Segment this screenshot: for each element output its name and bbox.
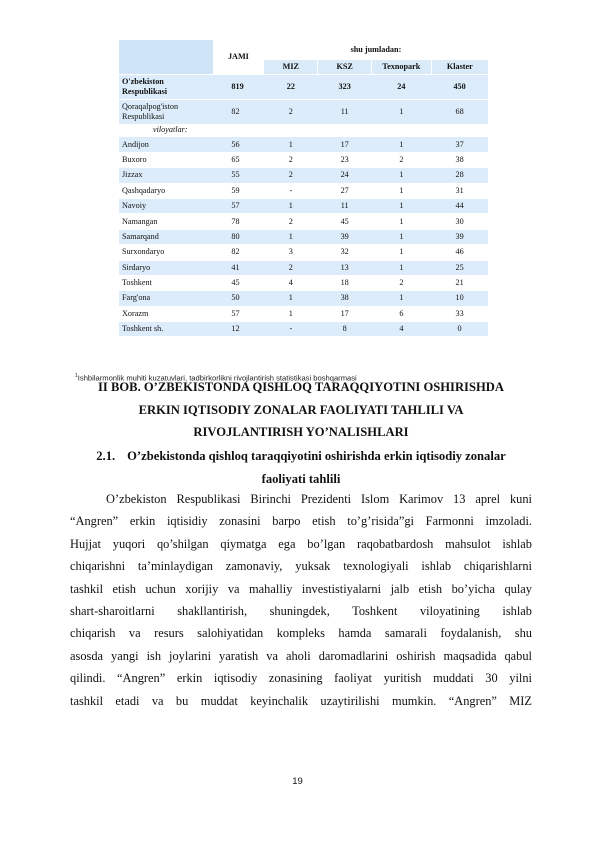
cell-klaster: 25	[431, 260, 488, 275]
cell-jami: 819	[213, 75, 263, 100]
region-name: Sirdaryo	[119, 260, 213, 275]
cell-ksz: 23	[318, 152, 372, 167]
table-row	[119, 275, 488, 290]
table-row	[119, 152, 488, 167]
cell-tex: 1	[372, 260, 432, 275]
table-row	[119, 137, 488, 152]
region-name: Andijon	[119, 137, 213, 152]
region-name: Navoiy	[119, 198, 213, 213]
cell-klaster: 33	[431, 306, 488, 321]
cell-ksz: 39	[318, 229, 372, 244]
cell-miz: 1	[264, 229, 318, 244]
cell-klaster: 38	[431, 152, 488, 167]
region-name: Namangan	[119, 214, 213, 229]
cell-ksz: 11	[318, 100, 372, 125]
region-name: Buxoro	[119, 152, 213, 167]
cell-miz: -	[264, 322, 318, 337]
cell-ksz: 38	[318, 291, 372, 306]
cell-miz: 1	[264, 291, 318, 306]
paragraph-line: tashkil etish uchun xorijiy va mahalliy investistiyalarni jalb etish bo’yicha qulay	[70, 581, 532, 596]
cell-ksz: 17	[318, 306, 372, 321]
header-total: JAMI	[213, 40, 263, 75]
table-row	[119, 306, 488, 321]
cell-ksz: 8	[318, 322, 372, 337]
cell-miz: 1	[264, 306, 318, 321]
cell-miz: 22	[264, 75, 318, 100]
cell-jami: 78	[213, 214, 263, 229]
cell-ksz: 17	[318, 137, 372, 152]
cell-ksz: 45	[318, 214, 372, 229]
cell-klaster: 31	[431, 183, 488, 198]
cell-jami: 82	[213, 245, 263, 260]
cell-klaster: 21	[431, 275, 488, 290]
cell-tex: 1	[372, 245, 432, 260]
cell-jami: 65	[213, 152, 263, 167]
paragraph-line: qilindi. “Angren” erkin iqtisodiy zonasining faoliyat yuritish muddati 30 yilni	[70, 671, 532, 686]
cell-ksz: 32	[318, 245, 372, 260]
cell-miz: 1	[264, 137, 318, 152]
paragraph-line: shart-sharoitlarni shakllantirish, shuningdek, Toshkent viloyatining ishlab	[70, 604, 532, 619]
cell-klaster: 37	[431, 137, 488, 152]
cell-jami: 57	[213, 198, 263, 213]
region-name: Surxondaryo	[119, 245, 213, 260]
cell-tex: 1	[372, 183, 432, 198]
cell-jami: 12	[213, 322, 263, 337]
cell-tex: 2	[372, 275, 432, 290]
region-name: Xorazm	[119, 306, 213, 321]
table-row	[119, 260, 488, 275]
page-number: 19	[292, 776, 303, 787]
cell-ksz: 24	[318, 168, 372, 183]
section-title-line: O’zbekistonda qishloq taraqqiyotini oshirishda erkin iqtisodiy zonalar	[127, 449, 506, 463]
region-name: Farg'ona	[119, 291, 213, 306]
cell-jami: 56	[213, 137, 263, 152]
paragraph-line: asosda yangi ish joylarini yaratish va aholi daromadlarini oshirish maqsadida qabul	[70, 648, 532, 663]
chapter-heading-line: ERKIN IQTISODIY ZONALAR FAOLIYATI TAHLILI VA	[138, 402, 464, 417]
cell-klaster: 10	[431, 291, 488, 306]
paragraph-line: “Angren” erkin iqtisidiy zonasini barpo etish to’g’risida”gi Farmonni imzoladi.	[70, 514, 532, 529]
section-label-row	[119, 124, 488, 137]
paragraph-line: chiqarishni ta’minlaydigan zamonaviy, yuksak texnologiyali ishlab chiqarishlarni	[70, 559, 532, 574]
cell-tex: 1	[372, 198, 432, 213]
cell-ksz: 18	[318, 275, 372, 290]
cell-klaster: 44	[431, 198, 488, 213]
section-label: viloyatlar:	[119, 124, 488, 137]
header-texnopark: Texnopark	[372, 60, 432, 75]
table-row	[119, 183, 488, 198]
region-name: O'zbekiston Respublikasi	[119, 75, 213, 100]
cell-tex: 2	[372, 152, 432, 167]
cell-jami: 82	[213, 100, 263, 125]
chapter-heading-line: II BOB. O’ZBEKISTONDA QISHLOQ TARAQQIYOTINI OSHIRISHDA	[98, 380, 504, 394]
cell-tex: 24	[372, 75, 432, 100]
cell-klaster: 450	[431, 75, 488, 100]
table-body	[119, 75, 488, 337]
header-klaster: Klaster	[431, 60, 488, 75]
region-name: Toshkent sh.	[119, 322, 213, 337]
table-row	[119, 214, 488, 229]
table-row	[119, 245, 488, 260]
region-name: Jizzax	[119, 168, 213, 183]
paragraph-line: Hujjat yuqori qo’shilgan qiymatga ega bo’lgan raqobatbardosh mahsulot ishlab	[70, 536, 532, 551]
paragraph-line: O’zbekiston Respublikasi Birinchi Prezidenti Islom Karimov 13 aprel kuni	[106, 492, 532, 506]
cell-ksz: 13	[318, 260, 372, 275]
cell-tex: 6	[372, 306, 432, 321]
paragraph-line: tashkil etadi va bu muddat keyinchalik uzaytirilishi mumkin. “Angren” MIZ	[70, 693, 532, 708]
table-header-row	[119, 40, 488, 60]
cell-miz: 2	[264, 214, 318, 229]
section-title-line: faoliyati tahlili	[261, 471, 341, 486]
cell-jami: 41	[213, 260, 263, 275]
table-row	[119, 100, 488, 125]
table-row	[119, 229, 488, 244]
cell-miz: 1	[264, 198, 318, 213]
cell-klaster: 30	[431, 214, 488, 229]
cell-tex: 1	[372, 168, 432, 183]
cell-tex: 1	[372, 291, 432, 306]
paragraph-line: chiqarish va resurs salohiyatidan kompleks hamda samarali foydalanish, shu	[70, 626, 532, 641]
header-group: shu jumladan:	[264, 40, 488, 60]
cell-miz: 3	[264, 245, 318, 260]
body-paragraph	[70, 488, 532, 712]
cell-jami: 59	[213, 183, 263, 198]
footnote-text: Ishbilarmonlik muhiti kuzatuvlari, tadbirkorlikni rivojlantirish statistikasi boshqarmasi	[77, 373, 357, 383]
cell-klaster: 68	[431, 100, 488, 125]
cell-miz: -	[264, 183, 318, 198]
cell-klaster: 28	[431, 168, 488, 183]
cell-jami: 55	[213, 168, 263, 183]
table-row	[119, 75, 488, 100]
cell-ksz: 323	[318, 75, 372, 100]
cell-miz: 2	[264, 260, 318, 275]
cell-tex: 1	[372, 100, 432, 125]
region-name: Qoraqalpog'iston Respublikasi	[119, 100, 213, 125]
cell-klaster: 0	[431, 322, 488, 337]
chapter-heading-line: RIVOJLANTIRISH YO’NALISHLARI	[193, 425, 409, 439]
section-number: 2.1.	[96, 449, 116, 463]
cell-ksz: 11	[318, 198, 372, 213]
region-name: Qashqadaryo	[119, 183, 213, 198]
cell-ksz: 27	[318, 183, 372, 198]
cell-tex: 1	[372, 229, 432, 244]
header-miz: MIZ	[264, 60, 318, 75]
section-heading	[70, 445, 532, 490]
cell-jami: 45	[213, 275, 263, 290]
cell-tex: 1	[372, 214, 432, 229]
footnote-marker: 1	[75, 373, 78, 379]
chapter-heading	[70, 373, 532, 444]
cell-klaster: 46	[431, 245, 488, 260]
cell-jami: 57	[213, 306, 263, 321]
statistics-table	[119, 40, 488, 336]
cell-miz: 2	[264, 168, 318, 183]
region-name: Samarqand	[119, 229, 213, 244]
region-name: Toshkent	[119, 275, 213, 290]
cell-miz: 2	[264, 152, 318, 167]
table-row	[119, 322, 488, 337]
table-row	[119, 168, 488, 183]
header-blank-cell	[119, 40, 213, 75]
cell-miz: 2	[264, 100, 318, 125]
table-row	[119, 291, 488, 306]
cell-miz: 4	[264, 275, 318, 290]
cell-klaster: 39	[431, 229, 488, 244]
cell-jami: 50	[213, 291, 263, 306]
header-ksz: KSZ	[318, 60, 372, 75]
cell-tex: 4	[372, 322, 432, 337]
cell-tex: 1	[372, 137, 432, 152]
table-row	[119, 198, 488, 213]
cell-jami: 80	[213, 229, 263, 244]
